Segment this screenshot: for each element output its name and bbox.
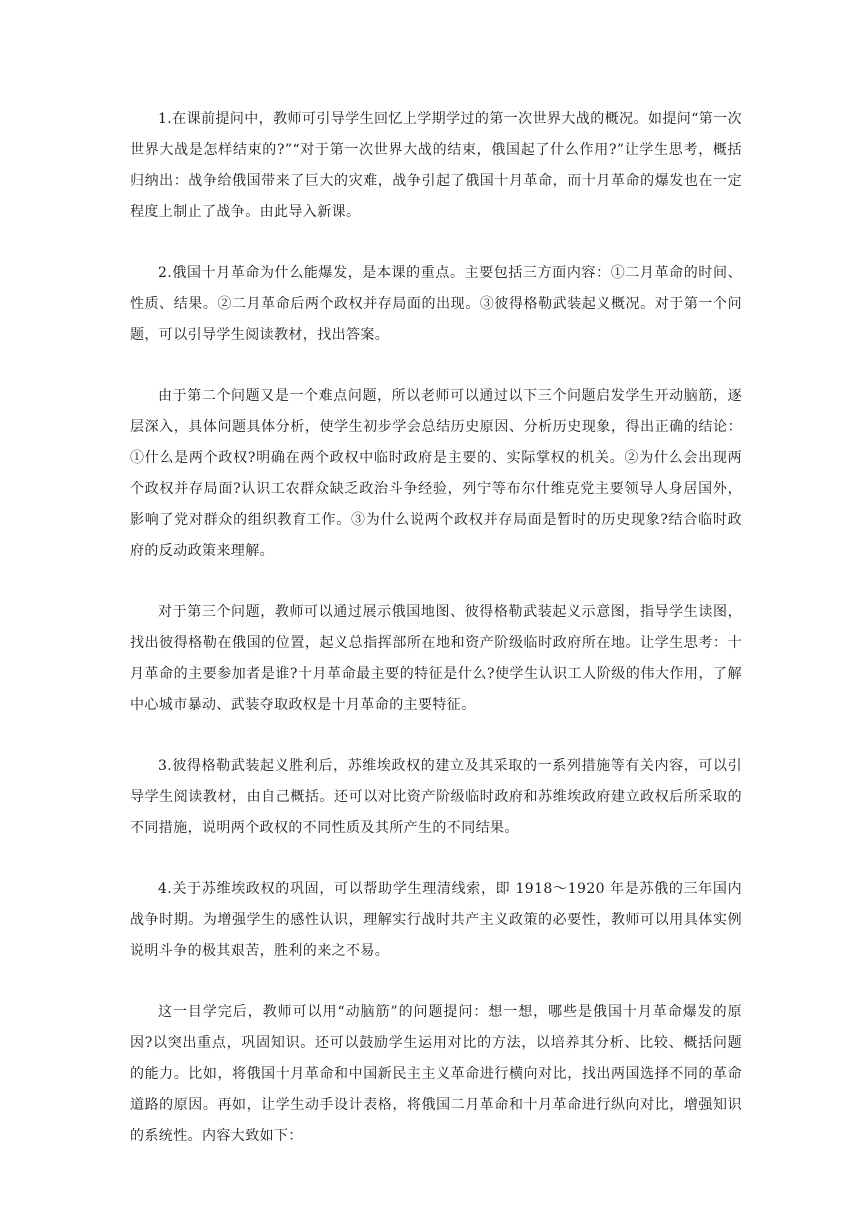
document-page (130, 104, 742, 1182)
paragraph-7: 这一目学完后，教师可以用“动脑筋”的问题提问：想一想，哪些是俄国十月革命爆发的原因?以突出重点，巩固知识。还可以鼓励学生运用对比的方法，以培养其分析、比较、概括问题的能力。比如，将俄国十月革命和中国新民主主义革命进行横向对比，找出两国选择不同的革命道路的原因。再如，让学生动手设计表格，将俄国二月革命和十月革命进行纵向对比，增强知识的系统性。内容大致如下： (130, 1004, 742, 1144)
paragraph-2: 2.俄国十月革命为什么能爆发，是本课的重点。主要包括三方面内容：①二月革命的时间、性质、结果。②二月革命后两个政权并存局面的出现。③彼得格勒武装起义概况。对于第一个问题，可以引导学生阅读教材，找出答案。 (130, 265, 742, 343)
paragraph-1: 1.在课前提问中，教师可引导学生回忆上学期学过的第一次世界大战的概况。如提问“第一次世界大战是怎样结束的?”“对于第一次世界大战的结束，俄国起了什么作用?”让学生思考，概括归纳出：战争给俄国带来了巨大的灾难，战争引起了俄国十月革命，而十月革命的爆发也在一定程度上制止了战争。由此导入新课。 (130, 111, 742, 220)
paragraph-6: 4.关于苏维埃政权的巩固，可以帮助学生理清线索，即 1918～1920 年是苏俄的三年国内战争时期。为增强学生的感性认识，理解实行战时共产主义政策的必要性，教师可以用具体实例说明斗争的极其艰苦，胜利的来之不易。 (130, 881, 742, 959)
paragraph-3: 由于第二个问题又是一个难点问题，所以老师可以通过以下三个问题启发学生开动脑筋，逐层深入，具体问题具体分析，使学生初步学会总结历史原因、分析历史现象，得出正确的结论：①什么是两个政权?明确在两个政权中临时政府是主要的、实际掌权的机关。②为什么会出现两个政权并存局面?认识工农群众缺乏政治斗争经验，列宁等布尔什维克党主要领导人身居国外，影响了党对群众的组织教育工作。③为什么说两个政权并存局面是暂时的历史现象?结合临时政府的反动政策来理解。 (130, 388, 742, 559)
paragraph-5: 3.彼得格勒武装起义胜利后，苏维埃政权的建立及其采取的一系列措施等有关内容，可以引导学生阅读教材，由自己概括。还可以对比资产阶级临时政府和苏维埃政府建立政权后所采取的不同措施，说明两个政权的不同性质及其所产生的不同结果。 (130, 758, 742, 836)
paragraph-4: 对于第三个问题，教师可以通过展示俄国地图、彼得格勒武装起义示意图，指导学生读图，找出彼得格勒在俄国的位置，起义总指挥部所在地和资产阶级临时政府所在地。让学生思考：十月革命的主要参加者是谁?十月革命最主要的特征是什么?使学生认识工人阶级的伟大作用，了解中心城市暴动、武装夺取政权是十月革命的主要特征。 (130, 604, 742, 713)
